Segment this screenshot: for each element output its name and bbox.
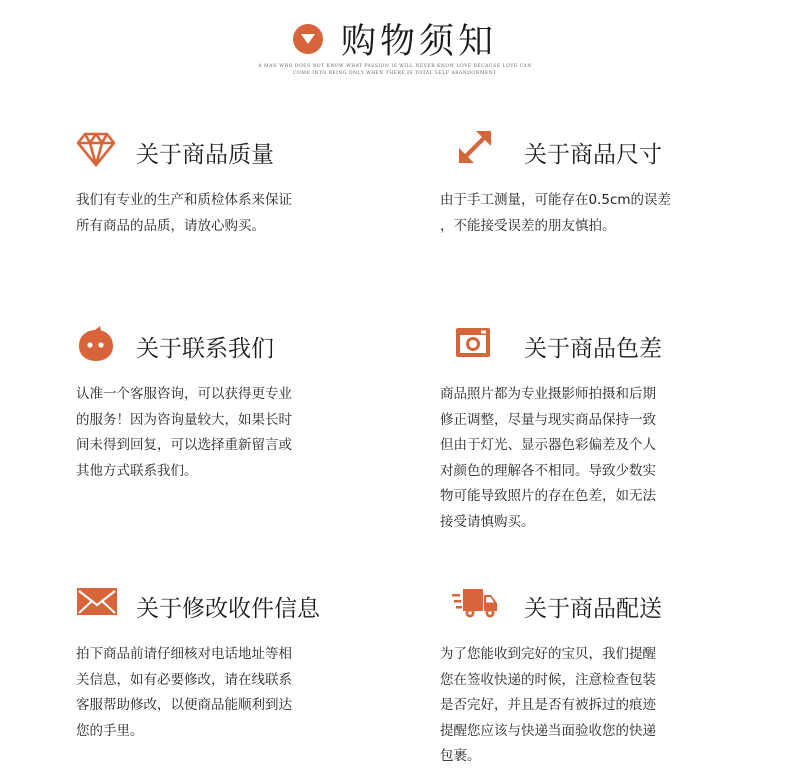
section-address-change [76,584,396,739]
body-line: 您的手里。 [76,722,144,739]
body-line: 但由于灯光、显示器色彩偏差及个人 [440,437,656,453]
section-body [76,382,366,484]
body-line: 为了您能收到完好的宝贝，我们提醒 [440,646,656,662]
body-line: 商品照片都为专业摄影师拍摄和后期 [440,386,656,402]
section-quality [76,130,396,234]
header-subtitle-line2: COME INTO BEING ONLY WHEN THERE IS TOTAL SELF ABANDONMENT [293,71,497,76]
section-title: 关于商品尺寸 [524,142,662,168]
section-title: 关于商品配送 [524,596,662,622]
header-subtitle-line1: A MAN WHO DOES NOT KNOW WHAT PASSION IS WILL NEVER KNOW LOVE BECAUSE LOVE CAN [258,64,532,69]
section-delivery [440,584,760,764]
body-line: 提醒您应该与快递当面验收您的快递 [440,722,656,739]
body-line: 拍下商品前请仔细核对电话地址等相 [76,646,292,662]
body-line: 关信息，如有必要修改，请在线联系 [76,671,292,688]
diamond-icon [76,130,118,170]
section-contact [76,324,396,479]
body-line: 由于手工测量，可能存在0.5cm的误差 [440,192,672,208]
section-title: 关于商品质量 [136,142,274,168]
body-line: 所有商品的品质，请放心购买。 [76,217,265,234]
body-line: 您在签收快递的时候，注意检查包装 [440,671,656,688]
chevron-down-icon [293,24,323,54]
body-line: ，不能接受误差的朋友慎拍。 [440,217,616,234]
section-title: 关于商品色差 [524,336,662,362]
page-title: 购物须知 [340,22,497,62]
section-title: 关于联系我们 [136,336,274,362]
body-line: 修正调整，尽量与现实商品保持一致 [440,411,656,428]
body-line: 包裹。 [440,748,481,764]
body-line: 间未得到回复，可以选择重新留言或 [76,437,292,453]
section-body [440,382,730,535]
body-line: 的服务！因为咨询量较大，如果长时 [76,411,292,428]
body-line: 对颜色的理解各不相同。导致少数实 [440,462,656,479]
section-body [76,188,366,239]
section-title: 关于修改收件信息 [136,596,320,622]
body-line: 物可能导致照片的存在色差，如无法 [440,488,656,504]
page-header [0,0,790,90]
resize-arrows-icon [454,130,496,170]
body-line: 我们有专业的生产和质检体系来保证 [76,192,292,208]
section-size [440,130,760,234]
body-line: 是否完好，并且是否有被拆过的痕迹 [440,697,656,713]
body-line: 认准一个客服咨询，可以获得更专业 [76,386,292,402]
section-body [76,642,366,744]
body-line: 其他方式联系我们。 [76,462,198,479]
body-line: 客服帮助修改，以便商品能顺利到达 [76,697,292,713]
envelope-icon [76,584,118,624]
chat-bubble-icon [76,324,118,364]
section-body [440,188,730,239]
body-line: 接受请慎购买。 [440,513,535,530]
camera-icon [454,324,496,364]
section-body [440,642,730,770]
section-color-difference [440,324,760,530]
delivery-truck-icon [452,584,498,624]
